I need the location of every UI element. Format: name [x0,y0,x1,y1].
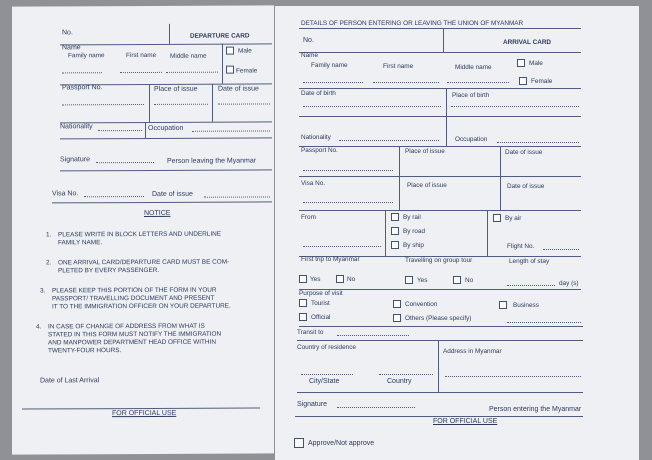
by-rail-label: By rail [403,214,421,221]
notice-line: TWENTY-FOUR HOURS. [48,347,122,355]
arrival-nationality-label: Nationality [301,134,331,141]
departure-first-name-field[interactable] [120,72,162,73]
country-of-residence-label: Country of residence [297,344,356,351]
departure-nationality-label: Nationality [60,123,93,131]
group-tour-no-checkbox[interactable] [453,276,461,284]
arrival-first-name-field[interactable] [373,82,439,83]
notice-line: PLEASE KEEP THIS PORTION OF THE FORM IN YOUR [52,286,217,295]
departure-date-of-issue-field[interactable] [218,103,270,104]
arrival-signature-label: Signature [297,401,327,408]
days-label: day (s) [559,280,579,287]
address-in-myanmar-label: Address in Myanmar [443,348,502,355]
arrival-first-name-label: First name [383,63,414,70]
divider [299,146,581,147]
transit-to-label: Transit to [297,329,324,336]
by-ship-checkbox[interactable] [391,241,399,249]
departure-place-of-issue-label: Place of issue [154,85,198,93]
notice-number: 2. [46,259,52,267]
notice-line: AND MANPOWER DEPARTMENT HEAD OFFICE WITHIN [48,338,216,347]
business-checkbox[interactable] [499,301,507,309]
official-label: Official [311,314,331,321]
notice-line: STATED IN THIS FORM MUST NOTIFY THE IMMIGRATION [48,330,222,339]
city-state-field[interactable] [301,374,353,375]
notice-line: IN CASE OF CHANGE OF ADDRESS FROM WHAT IS [48,322,205,331]
departure-passport-no-field[interactable] [62,104,144,105]
divider [299,176,581,177]
departure-person-leaving-label: Person leaving the Myanmar [167,157,257,165]
arrival-date-of-issue-label: Date of issue [505,149,543,156]
departure-male-label: Male [238,47,252,55]
arrival-from-label: From [301,214,316,221]
arrival-no-label: No. [303,37,314,44]
divider [299,28,581,29]
notice-line: PLETED BY EVERY PASSENGER. [58,266,160,275]
divider [60,169,272,171]
group-tour-label: Travelling on group tour [405,257,473,264]
group-tour-no-label: No [465,277,474,284]
first-trip-yes-label: Yes [310,276,321,283]
divider [487,210,488,256]
notice-line: PLEASE WRITE IN BLOCK LETTERS AND UNDERLINE [58,230,221,239]
approve-label: Approve/Not approve [308,440,375,447]
arrival-male-label: Male [529,60,543,67]
business-label: Business [513,302,539,309]
arrival-female-label: Female [531,78,553,85]
others-checkbox[interactable] [393,314,401,322]
flight-no-label: Flight No. [507,243,535,250]
city-state-label: City/State [309,378,340,385]
divider [212,84,213,122]
arrival-middle-name-label: Middle name [455,64,492,71]
country-label: Country [387,378,412,385]
first-trip-no-checkbox[interactable] [336,275,344,283]
divider [52,201,272,203]
arrival-middle-name-field[interactable] [447,82,509,83]
by-air-checkbox[interactable] [493,214,501,222]
by-air-label: By air [505,215,522,222]
by-road-checkbox[interactable] [391,227,399,235]
departure-visa-no-field[interactable] [84,196,144,197]
arrival-pob-field[interactable] [451,106,579,107]
divider [438,340,439,392]
arrival-male-checkbox[interactable] [517,59,525,67]
arrival-dob-label: Date of birth [301,90,336,97]
group-tour-yes-label: Yes [417,277,428,284]
departure-signature-label: Signature [60,156,90,164]
notice-title: NOTICE [144,209,171,217]
approve-checkbox[interactable] [294,438,304,448]
notice-number: 3. [40,287,46,295]
divider [446,88,447,146]
divider [297,340,583,341]
divider [222,44,223,84]
arrival-name-label: Name [301,52,319,59]
divider [299,210,581,211]
arrival-occupation-label: Occupation [455,136,488,143]
divider [60,137,272,139]
convention-label: Convention [405,301,438,308]
length-of-stay-field[interactable] [507,285,555,286]
first-trip-yes-checkbox[interactable] [299,275,307,283]
arrival-female-checkbox[interactable] [519,77,527,85]
divider [385,210,386,256]
divider [500,146,501,210]
arrival-occupation-field[interactable] [497,142,579,143]
arrival-from-field[interactable] [303,246,381,247]
departure-card [12,5,274,454]
arrival-official-use: FOR OFFICIAL USE [433,418,498,425]
arrival-signature-field[interactable] [337,407,415,408]
date-last-arrival-label: Date of Last Arrival [40,377,100,385]
departure-date-of-issue-label: Date of issue [218,85,259,93]
departure-visa-date-label: Date of issue [152,190,193,198]
address-in-myanmar-field[interactable] [445,376,581,377]
divider [299,116,581,117]
departure-card-title: DEPARTURE CARD [190,32,250,40]
others-label: Others (Please specify) [405,315,472,322]
departure-nationality-field[interactable] [98,130,142,131]
divider [299,52,581,53]
arrival-visa-no-label: Visa No. [301,180,326,187]
arrival-visa-date-label: Date of issue [507,183,545,190]
arrival-family-name-label: Family name [311,62,348,69]
arrival-place-of-issue-label: Place of issue [405,148,445,155]
departure-occupation-label: Occupation [148,124,184,132]
arrival-dob-field[interactable] [303,106,441,107]
divider [399,146,400,210]
departure-visa-date-field[interactable] [204,196,270,197]
arrival-pob-label: Place of birth [452,92,490,99]
convention-checkbox[interactable] [393,300,401,308]
flight-no-field[interactable] [543,249,579,250]
departure-official-use: FOR OFFICIAL USE [112,409,177,418]
by-ship-label: By ship [403,242,424,249]
departure-first-name-label: First name [126,51,157,60]
arrival-family-name-field[interactable] [303,82,363,83]
divider [60,43,272,45]
departure-name-label: Name [62,44,81,52]
divider [169,24,170,44]
departure-place-of-issue-field[interactable] [154,104,208,105]
divider [299,326,583,327]
notice-number: 1. [46,231,52,239]
notice-line: FAMILY NAME. [58,239,103,247]
departure-passport-no-label: Passport No. [62,84,103,92]
departure-family-name-field[interactable] [62,72,102,73]
departure-occupation-field[interactable] [192,130,270,131]
person-entering-label: Person entering the Myanmar [489,406,582,413]
notice-number: 4. [36,323,42,331]
length-of-stay-label: Length of stay [509,258,550,265]
first-trip-label: First trip to Myanmar [301,256,360,263]
divider [443,28,444,52]
arrival-visa-place-label: Place of issue [407,182,447,189]
tourist-checkbox[interactable] [299,299,307,307]
notice-line: IT TO THE IMMIGRATION OFFICER ON YOUR DEPARTURE. [52,302,231,311]
divider [297,392,583,393]
departure-female-checkbox[interactable] [226,66,234,74]
divider [149,84,150,122]
arrival-header: DETAILS OF PERSON ENTERING OR LEAVING THE UNION OF MYANMAR [301,20,524,27]
departure-no-label: No. [62,29,73,37]
notice-line: ONE ARRIVAL CARD/DEPARTURE CARD MUST BE COM- [58,258,230,267]
tourist-label: Tourist [311,300,330,307]
divider [299,88,581,89]
others-field[interactable] [507,322,581,323]
arrival-card [275,6,639,460]
official-checkbox[interactable] [299,313,307,321]
divider [295,416,583,417]
arrival-nationality-field[interactable] [339,140,439,141]
arrival-visa-no-field[interactable] [303,202,393,203]
departure-visa-no-label: Visa No. [52,190,79,198]
arrival-passport-no-field[interactable] [303,170,393,171]
by-road-label: By road [403,228,426,235]
departure-signature-field[interactable] [96,162,154,163]
departure-male-checkbox[interactable] [226,47,234,55]
first-trip-no-label: No [347,276,356,283]
transit-to-field[interactable] [337,335,409,336]
group-tour-yes-checkbox[interactable] [405,276,413,284]
departure-middle-name-label: Middle name [170,52,207,60]
country-field[interactable] [379,374,433,375]
by-rail-checkbox[interactable] [391,213,399,221]
arrival-passport-no-label: Passport No. [301,147,338,154]
divider [145,122,146,138]
arrival-card-title: ARRIVAL CARD [503,39,552,46]
notice-line: PASSPORT/ TRAVELLING DOCUMENT AND PRESENT [52,294,215,303]
purpose-of-visit-label: Purpose of visit [299,290,343,297]
departure-middle-name-field[interactable] [166,72,218,73]
departure-female-label: Female [236,67,258,75]
departure-family-name-label: Family name [68,52,105,60]
